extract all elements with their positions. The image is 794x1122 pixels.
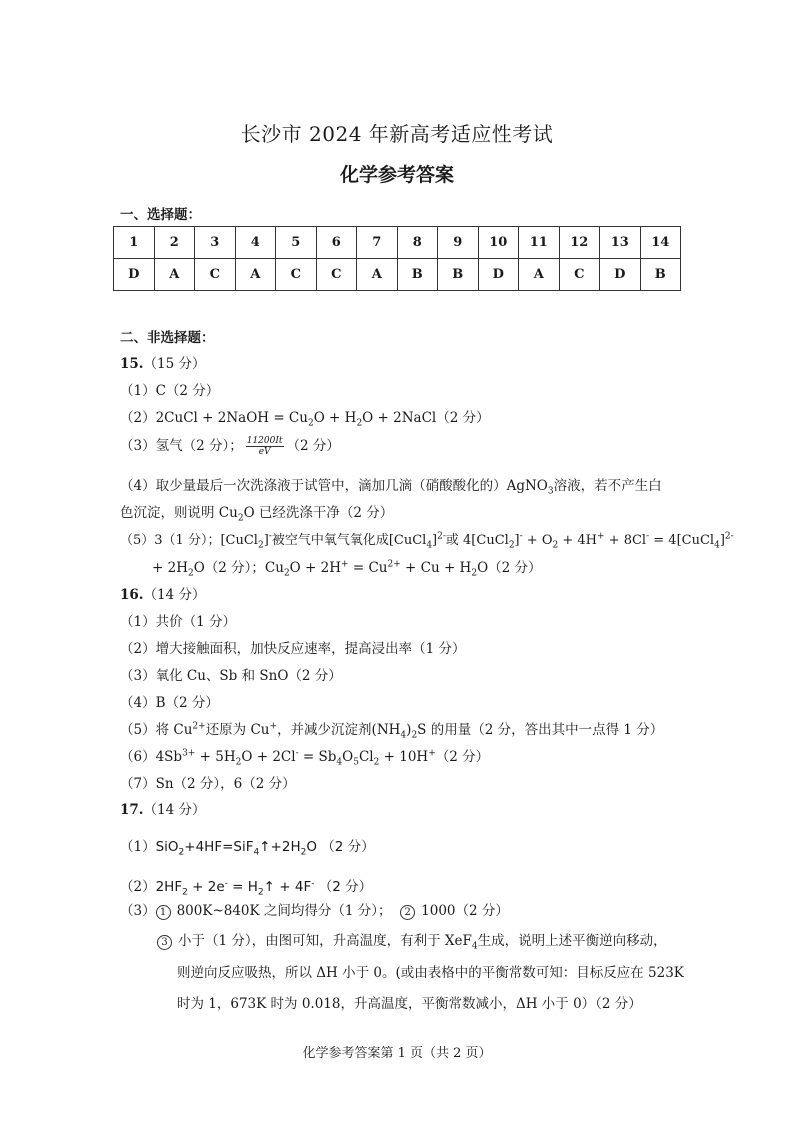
text: + 5H	[195, 749, 236, 765]
subscript: 3	[547, 486, 554, 497]
superscript: 2+	[192, 721, 206, 732]
text: （1）	[120, 839, 156, 855]
superscript: +	[428, 748, 436, 759]
question-number: 17.	[120, 802, 144, 818]
equation	[155, 839, 375, 858]
table-cell: 6	[316, 227, 357, 259]
question-number: 15.	[120, 356, 144, 372]
table-cell: 4	[235, 227, 276, 259]
text: O （2 分）	[306, 839, 375, 855]
table-cell: 14	[640, 227, 681, 259]
text: 还原为 Cu	[205, 722, 270, 738]
q15-part-2	[120, 406, 490, 429]
q16-part-3: （3）氧化 Cu、Sb 和 SnO（2 分）	[120, 668, 342, 684]
text: （6）4Sb	[120, 749, 183, 765]
text: 2HF	[155, 879, 183, 895]
q16-part-4: （4）B（2 分）	[120, 695, 219, 711]
subscript: 2	[307, 418, 314, 429]
text: O + 2H	[289, 560, 341, 576]
table-cell: D	[114, 259, 155, 291]
text: O + 2NaCl（2 分）	[362, 410, 490, 426]
text: （3）氢气（2 分）；	[120, 438, 243, 454]
q16-part-6	[120, 745, 490, 768]
superscript: -	[224, 878, 228, 889]
superscript: -	[519, 531, 523, 542]
table-cell: C	[316, 259, 357, 291]
text: = Sb	[298, 749, 337, 765]
table-cell: 13	[600, 227, 641, 259]
section-nonchoice-heading: 二、非选择题：	[120, 330, 215, 346]
choice-answer-table	[113, 226, 681, 291]
question-17-heading	[120, 798, 205, 818]
question-16-heading	[120, 583, 205, 603]
text: ]	[719, 533, 725, 548]
text: SiO	[155, 839, 179, 855]
text: ↑+2H	[259, 839, 301, 855]
subscript: 4	[471, 941, 478, 952]
table-cell: B	[640, 259, 681, 291]
page-footer: 化学参考答案第 1 页（共 2 页）	[302, 1046, 492, 1061]
table-cell: C	[276, 259, 317, 291]
subscript: 2	[257, 887, 264, 898]
q17-part-3-line-1	[120, 899, 509, 920]
subscript: 2	[552, 540, 559, 551]
subscript: 2	[471, 568, 478, 579]
q16-part-7: （7）Sn（2 分），6（2 分）	[120, 776, 296, 792]
question-points: （14 分）	[143, 587, 206, 603]
text: ，并减少沉淀剂(NH	[277, 722, 401, 738]
table-cell: A	[235, 259, 276, 291]
table-cell: 8	[397, 227, 438, 259]
text: （4）取少量最后一次洗涤液于试管中，滴加几滴（硝酸酸化的）AgNO	[120, 478, 548, 494]
text: 或 4[CuCl	[445, 533, 509, 548]
text: 生成，说明上述平衡逆向移动，	[477, 933, 667, 949]
text: （2 分）	[314, 879, 373, 895]
circled-number: 1	[156, 905, 171, 920]
text: S 的用量（2 分，答出其中一点得 1 分）	[417, 722, 664, 738]
subscript: 2	[300, 847, 307, 858]
table-cell: 2	[154, 227, 195, 259]
text: O 已经洗涤干净（2 分）	[243, 505, 394, 521]
superscript: +	[341, 559, 349, 570]
fraction	[246, 436, 284, 457]
superscript: 2-	[437, 531, 446, 542]
table-cell: B	[397, 259, 438, 291]
q17-part-3-line-2	[157, 929, 667, 950]
text: + O	[522, 533, 553, 548]
text: + 2H	[152, 560, 188, 576]
table-cell: 9	[438, 227, 479, 259]
subscript: 2	[237, 513, 244, 524]
subscript: 2	[356, 418, 363, 429]
text: （2）2CuCl + 2NaOH = Cu	[120, 410, 308, 426]
text: ]	[432, 533, 438, 548]
q15-part-1: （1）C（2 分）	[120, 383, 220, 399]
q17-part-3-line-3: 则逆向反应吸热，所以 ΔH 小于 0。(或由表格中的平衡常数可知：目标反应在 523K	[177, 965, 684, 981]
subscript: 2	[283, 568, 290, 579]
table-cell: 10	[478, 227, 519, 259]
text: （5）3（1 分）；[CuCl	[120, 533, 258, 548]
superscript: 2+	[387, 559, 401, 570]
superscript: -	[295, 748, 299, 759]
text: + 10H	[379, 749, 429, 765]
equation	[155, 878, 373, 898]
table-cell: 12	[559, 227, 600, 259]
table-cell: 11	[519, 227, 560, 259]
table-cell: D	[600, 259, 641, 291]
subscript: 4	[253, 847, 260, 858]
q15-part-4-line-2	[120, 501, 394, 524]
table-cell: A	[519, 259, 560, 291]
q16-part-5	[120, 718, 664, 741]
q17-part-2	[120, 875, 373, 898]
q15-part-4-line-1	[120, 474, 662, 497]
question-points: （14 分）	[143, 802, 206, 818]
q16-part-1: （1）共价（1 分）	[120, 614, 236, 630]
superscript: 2-	[724, 531, 734, 542]
subscript: 4	[714, 540, 720, 551]
superscript: -	[646, 531, 650, 542]
text: + Cu + H	[400, 560, 472, 576]
text: ↑ + 4F	[263, 879, 312, 895]
text: 1000（2 分）	[421, 903, 509, 919]
q17-part-3-line-4: 时为 1，673K 时为 0.018，升高温度，平衡常数减小，ΔH 小于 0）（2 分）	[177, 996, 642, 1012]
text: （2）	[120, 879, 156, 895]
table-cell: C	[195, 259, 236, 291]
superscript: -	[311, 878, 315, 889]
subscript: 2	[187, 568, 194, 579]
text: + 2e	[187, 879, 225, 895]
text: （2 分）	[435, 749, 490, 765]
subscript: 4	[426, 540, 433, 551]
text: O	[342, 749, 354, 765]
table-cell: D	[478, 259, 519, 291]
superscript: +	[597, 531, 605, 542]
text: )	[406, 722, 412, 738]
subscript: 5	[353, 757, 359, 768]
superscript: +	[269, 721, 278, 732]
table-cell: 3	[195, 227, 236, 259]
text: （5）将 Cu	[120, 722, 193, 738]
subscript: 2	[182, 887, 188, 898]
circled-number: 2	[400, 905, 415, 920]
text: 小于（1 分），由图可知，升高温度，有利于 XeF	[178, 933, 472, 949]
q15-part-5-line-1	[120, 529, 734, 551]
subscript: 2	[178, 847, 185, 858]
text: （2 分）	[286, 438, 340, 454]
table-cell: 5	[276, 227, 317, 259]
subscript: 2	[508, 540, 515, 551]
text: = H	[227, 879, 258, 895]
text: +4HF=SiF	[184, 839, 254, 855]
table-cell: B	[438, 259, 479, 291]
table-row-numbers	[114, 227, 681, 259]
q16-part-2: （2）增大接触面积，加快反应速率，提高浸出率（1 分）	[120, 641, 466, 657]
page-title: 长沙市 2024 年新高考适应性考试	[240, 122, 554, 146]
table-cell: A	[154, 259, 195, 291]
subscript: 4	[400, 730, 407, 741]
circled-number: 3	[157, 935, 172, 950]
text: 色沉淀，则说明 Cu	[120, 505, 238, 521]
subscript: 2	[373, 757, 380, 768]
fraction-denominator: eV	[258, 447, 271, 457]
subscript: 2	[257, 540, 264, 551]
subscript: 4	[336, 757, 343, 768]
table-cell: 7	[357, 227, 398, 259]
superscript: 3+	[182, 748, 196, 759]
fraction-numerator: 11200It	[246, 436, 283, 446]
section-choice-heading: 一、选择题：	[120, 207, 201, 223]
text: O（2 分）	[477, 560, 542, 576]
text: = 4[CuCl	[649, 533, 715, 548]
table-cell: A	[357, 259, 398, 291]
table-row-answers	[114, 259, 681, 291]
text: 800K~840K 之间均得分（1 分）；	[176, 903, 392, 919]
table-cell: C	[559, 259, 600, 291]
q15-part-3	[120, 434, 340, 457]
text: ]	[514, 533, 520, 548]
text: = Cu	[348, 560, 388, 576]
page-subtitle: 化学参考答案	[339, 164, 454, 186]
text: O + 2Cl	[241, 749, 296, 765]
text: ]	[263, 533, 269, 548]
text: （3）	[120, 903, 156, 919]
text: 溶液，若不产生白	[553, 478, 662, 494]
question-15-heading	[120, 352, 205, 372]
superscript: -	[268, 531, 272, 542]
table-cell: 1	[114, 227, 155, 259]
text: O + H	[313, 410, 357, 426]
text: + 4H	[558, 533, 597, 548]
text: Cl	[358, 749, 374, 765]
text: 被空气中氧气氧化成[CuCl	[271, 533, 427, 548]
subscript: 2	[411, 730, 418, 741]
question-points: （15 分）	[143, 356, 206, 372]
subscript: 2	[235, 757, 242, 768]
q17-part-1	[120, 835, 375, 858]
question-number: 16.	[120, 587, 144, 603]
text: O（2 分）；Cu	[193, 560, 284, 576]
text: + 8Cl	[604, 533, 647, 548]
q15-part-5-line-2	[152, 556, 542, 579]
